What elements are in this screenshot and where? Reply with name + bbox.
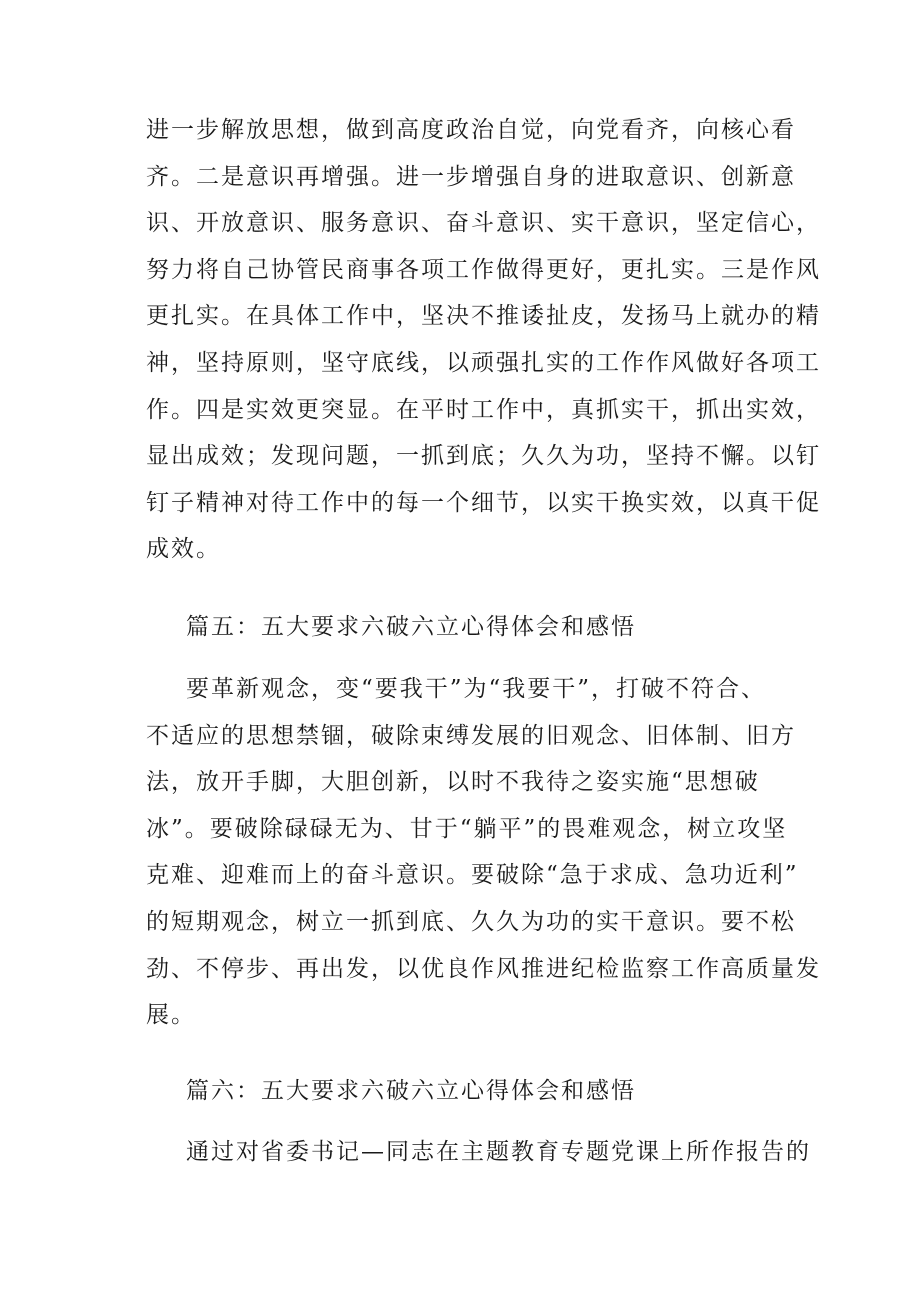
text-line: 克难、迎难而上的奋斗意识。要破除“急于求成、急功近利”: [146, 862, 799, 889]
text-line: 劲、不停步、再出发，以优良作风推进纪检监察工作高质量发: [146, 955, 821, 982]
text-line: 显出成效；发现问题，一抓到底；久久为功，坚持不懈。以钉: [146, 443, 821, 470]
text-line: 钉子精神对待工作中的每一个细节，以实干换实效，以真干促: [146, 489, 821, 516]
section-6-heading: [186, 1068, 826, 1115]
text-line: 通过对省委书记—同志在主题教育专题党课上所作报告的: [186, 1139, 811, 1165]
section-5-heading: [186, 604, 826, 651]
text-line: 努力将自己协管民商事各项工作做得更好，更扎实。三是作风: [146, 256, 821, 283]
section-6-paragraph: [146, 1129, 811, 1176]
text-line: 的短期观念，树立一抓到底、久久为功的实干意识。要不松: [146, 908, 796, 935]
text-line: 作。四是实效更突显。在平时工作中，真抓实干，抓出实效，: [146, 396, 821, 423]
text-line: 冰”。要破除碌碌无为、甘于“躺平”的畏难观念，树立攻坚: [146, 815, 788, 842]
text-line: 成效。: [146, 536, 221, 563]
section-heading-text: 篇五：五大要求六破六立心得体会和感悟: [186, 614, 636, 640]
text-line: 展。: [146, 1002, 196, 1029]
text-line: 识、开放意识、服务意识、奋斗意识、实干意识，坚定信心，: [146, 210, 821, 237]
text-line: 齐。二是意识再增强。进一步增强自身的进取意识、创新意: [146, 163, 796, 190]
text-line: 神，坚持原则，坚守底线，以顽强扎实的工作作风做好各项工: [146, 349, 821, 376]
text-line: 进一步解放思想，做到高度政治自觉，向党看齐，向核心看: [146, 117, 796, 143]
text-line: 更扎实。在具体工作中，坚决不推诿扯皮，发扬马上就办的精: [146, 303, 821, 330]
text-line: 不适应的思想禁锢，破除束缚发展的旧观念、旧体制、旧方: [146, 722, 796, 749]
text-line: 要革新观念，变“要我干”为“我要干”，打破不符合、: [186, 676, 767, 702]
section-heading-text: 篇六：五大要求六破六立心得体会和感悟: [186, 1078, 636, 1104]
text-line: 法，放开手脚，大胆创新，以时不我待之姿实施“思想破: [146, 769, 760, 796]
section-5-paragraph: [146, 666, 821, 1039]
continued-paragraph: [146, 107, 821, 573]
